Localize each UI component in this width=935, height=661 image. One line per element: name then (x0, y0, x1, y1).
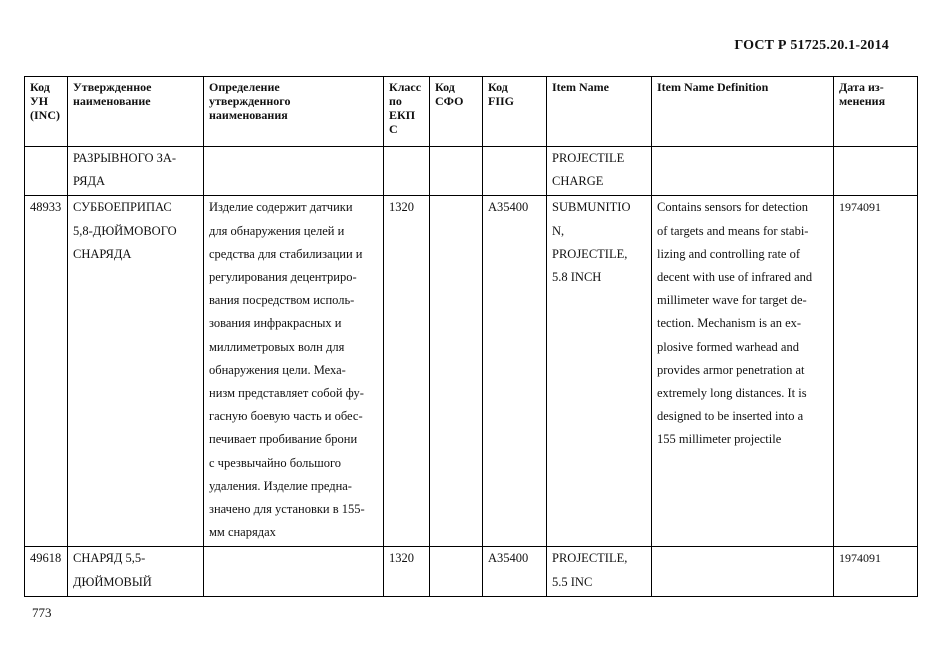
definition-cell (204, 147, 384, 196)
cell-line: СУББОЕПРИПАС (73, 200, 172, 215)
header-line: Класс (389, 80, 422, 94)
catalog-table (24, 76, 918, 597)
cell-line: 1974091 (839, 551, 881, 566)
item-name-cell (547, 196, 652, 547)
header-date (834, 77, 918, 147)
cell-line: designed to be inserted into a (657, 409, 804, 424)
approved-name-cell (68, 547, 204, 596)
cell-line: РАЗРЫВНОГО ЗА- (73, 151, 177, 165)
item-definition-cell (652, 147, 834, 196)
header-line: Дата из- (839, 80, 884, 94)
cell-line: PROJECTILE (552, 151, 625, 165)
cell-line: печивает пробивание брони (209, 432, 358, 447)
cell-line: 1320 (389, 551, 414, 566)
cell-line: tection. Mechanism is an ex- (657, 316, 802, 331)
date-cell (834, 547, 918, 596)
header-line: утвержденного (209, 94, 291, 108)
cell-line: lizing and controlling rate of (657, 246, 801, 261)
header-line: наименование (73, 94, 151, 108)
header-inc (25, 77, 68, 147)
cell-line: provides armor penetration at (657, 362, 805, 377)
header-line: Код (488, 80, 508, 94)
header-line: наименования (209, 108, 288, 122)
cell-line: гасную боевую часть и обес- (209, 409, 363, 424)
cell-line: 155 millimeter projectile (657, 432, 782, 447)
header-line: Item Name (552, 80, 609, 94)
cell-line: удаления. Изделие предна- (209, 478, 352, 493)
date-cell (834, 147, 918, 196)
cell-line: значено для установки в 155- (209, 502, 365, 517)
approved-name-cell (68, 147, 204, 196)
header-line: С (389, 122, 398, 136)
inc-cell (25, 147, 68, 196)
cell-line: A35400 (488, 551, 529, 566)
fiig-cell (483, 196, 547, 547)
cell-line: of targets and means for stabi- (657, 223, 809, 238)
class-cell (384, 147, 430, 196)
header-sfo (430, 77, 483, 147)
cell-line: 5,8-ДЮЙМОВОГО (73, 223, 177, 238)
cell-line: SUBMUNITIO (552, 200, 631, 215)
table-row (25, 547, 918, 596)
header-class (384, 77, 430, 147)
cell-line: обнаружения цели. Меха- (209, 362, 346, 377)
cell-line: РЯДА (73, 174, 106, 189)
cell-line: с чрезвычайно большого (209, 455, 342, 470)
header-line: FIIG (488, 94, 515, 108)
header-line: менения (839, 94, 886, 108)
cell-line: ДЮЙМОВЫЙ (73, 574, 152, 589)
header-approved-name (68, 77, 204, 147)
cell-line: CHARGE (552, 174, 604, 189)
sfo-cell (430, 547, 483, 596)
fiig-cell (483, 547, 547, 596)
page-number: 773 (32, 605, 52, 620)
item-definition-cell (652, 547, 834, 596)
document-code: ГОСТ Р 51725.20.1-2014 (734, 38, 889, 53)
inc-cell (25, 196, 68, 547)
header-line: СФО (435, 94, 464, 108)
date-cell (834, 196, 918, 547)
cell-line: 1320 (389, 200, 414, 215)
table-row (25, 147, 918, 196)
cell-line: N, (552, 223, 565, 238)
cell-line: 49618 (30, 551, 62, 566)
header-line: Определение (209, 80, 280, 94)
cell-line: Изделие содержит датчики (209, 200, 353, 215)
sfo-cell (430, 196, 483, 547)
cell-line: СНАРЯДА (73, 246, 132, 261)
fiig-cell (483, 147, 547, 196)
header-item-definition (652, 77, 834, 147)
table-body (25, 147, 918, 597)
cell-line: PROJECTILE, (552, 551, 628, 566)
table-row (25, 196, 918, 547)
cell-line: вания посредством исполь- (209, 293, 355, 308)
cell-line: PROJECTILE, (552, 246, 628, 261)
header-item-name (547, 77, 652, 147)
header-line: УН (30, 94, 49, 108)
cell-line: 48933 (30, 200, 62, 215)
cell-line: зования инфракрасных и (209, 316, 342, 331)
header-line: (INC) (30, 108, 60, 122)
header-line: Код (30, 80, 50, 94)
cell-line: мм снарядах (209, 525, 276, 540)
item-name-cell (547, 547, 652, 596)
cell-line: миллиметровых волн для (209, 339, 345, 354)
cell-line: decent with use of infrared and (657, 270, 813, 285)
inc-cell (25, 547, 68, 596)
cell-line: низм представляет собой фу- (209, 386, 364, 401)
item-definition-cell (652, 196, 834, 547)
definition-cell (204, 196, 384, 547)
header-fiig (483, 77, 547, 147)
class-cell (384, 196, 430, 547)
header-line: Item Name Definition (657, 80, 769, 94)
header-row (25, 77, 918, 147)
cell-line: A35400 (488, 200, 529, 215)
cell-line: 5.5 INC (552, 574, 593, 589)
header-line: ЕКП (389, 108, 416, 122)
approved-name-cell (68, 196, 204, 547)
sfo-cell (430, 147, 483, 196)
definition-cell (204, 547, 384, 596)
cell-line: средства для стабилизации и (209, 246, 363, 261)
cell-line: 1974091 (839, 200, 881, 215)
item-name-cell (547, 147, 652, 196)
cell-line: для обнаружения целей и (209, 223, 345, 238)
cell-line: СНАРЯД 5,5- (73, 551, 146, 566)
cell-line: Contains sensors for detection (657, 200, 809, 215)
cell-line: extremely long distances. It is (657, 386, 807, 401)
class-cell (384, 547, 430, 596)
cell-line: 5.8 INCH (552, 270, 602, 285)
cell-line: plosive formed warhead and (657, 339, 799, 354)
header-line: Код (435, 80, 455, 94)
cell-line: millimeter wave for target de- (657, 293, 807, 308)
header-line: Утвержденное (73, 80, 152, 94)
cell-line: регулирования децентриро- (209, 270, 357, 285)
header-definition (204, 77, 384, 147)
header-line: по (389, 94, 402, 108)
